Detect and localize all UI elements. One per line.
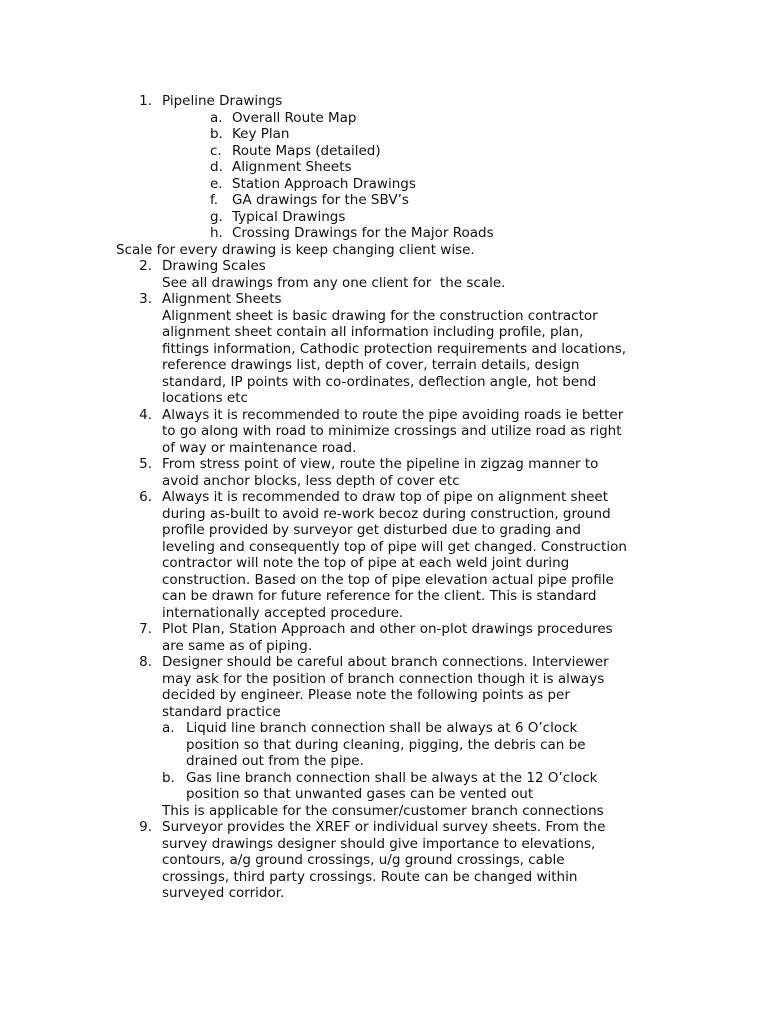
list-number: 9. bbox=[139, 819, 152, 835]
item-5-line: From stress point of view, route the pipeline in zigzag manner to bbox=[162, 456, 599, 472]
list-number: 6. bbox=[139, 489, 152, 505]
item-6-line: can be drawn for future reference for the client. This is standard bbox=[162, 588, 597, 604]
item-7-line: are same as of piping. bbox=[162, 637, 313, 654]
sublist-letter: b. bbox=[210, 126, 223, 142]
item-3-line: Alignment Sheets bbox=[162, 291, 282, 307]
list-number: 2. bbox=[139, 258, 152, 274]
list-number: 8. bbox=[139, 654, 152, 670]
sublist-letter: a. bbox=[162, 720, 175, 736]
item-3-line: standard, IP points with co-ordinates, deflection angle, hot bend bbox=[162, 373, 597, 390]
branch-note-line: Liquid line branch connection shall be always at 6 O’clock bbox=[186, 720, 578, 736]
branch-note-line: position so that unwanted gases can be vented out bbox=[186, 786, 534, 802]
item-8-line: standard practice bbox=[162, 703, 281, 720]
sublist-letter: f. bbox=[210, 192, 219, 208]
branch-note-line: position so that during cleaning, pigging, the debris can be bbox=[186, 736, 586, 753]
item-8-note: This is applicable for the consumer/customer branch connections bbox=[162, 802, 604, 819]
sublist-item: GA drawings for the SBV’s bbox=[232, 192, 409, 208]
list-number: 3. bbox=[139, 291, 152, 307]
sublist-item: Key Plan bbox=[232, 126, 290, 142]
item-6-line: construction. Based on the top of pipe elevation actual pipe profile bbox=[162, 571, 614, 588]
item-3-line: alignment sheet contain all information including profile, plan, bbox=[162, 324, 584, 340]
sublist-letter: h. bbox=[210, 225, 223, 241]
sublist-letter: e. bbox=[210, 175, 223, 192]
item-3-line: locations etc bbox=[162, 390, 248, 406]
branch-note-line: Gas line branch connection shall be always at the 12 O’clock bbox=[186, 769, 598, 786]
sublist-item: Alignment Sheets bbox=[232, 159, 352, 175]
item-6-line: during as-built to avoid re-work becoz during construction, ground bbox=[162, 505, 611, 522]
item-3-line: reference drawings list, depth of cover, terrain details, design bbox=[162, 357, 580, 373]
item-9-line: Surveyor provides the XREF or individual survey sheets. From the bbox=[162, 819, 606, 835]
sublist-item: Station Approach Drawings bbox=[232, 175, 416, 192]
sublist-letter: g. bbox=[210, 208, 223, 225]
list-number: 1. bbox=[139, 93, 152, 109]
sublist-item: Overall Route Map bbox=[232, 109, 357, 126]
sublist-letter: b. bbox=[162, 769, 175, 786]
list-number: 7. bbox=[139, 621, 152, 637]
item-1-heading: Pipeline Drawings bbox=[162, 93, 283, 109]
item-7-line: Plot Plan, Station Approach and other on-plot drawings procedures bbox=[162, 621, 613, 637]
item-9-line: surveyed corridor. bbox=[162, 885, 285, 901]
branch-note-line: drained out from the pipe. bbox=[186, 753, 364, 769]
sublist-letter: c. bbox=[210, 142, 222, 159]
item-8-line: may ask for the position of branch connection though it is always bbox=[162, 670, 605, 687]
item-4-line: to go along with road to minimize crossings and utilize road as right bbox=[162, 423, 622, 439]
sublist-letter: a. bbox=[210, 109, 223, 126]
item-6-line: Always it is recommended to draw top of pipe on alignment sheet bbox=[162, 489, 609, 505]
item-6-line: internationally accepted procedure. bbox=[162, 604, 404, 621]
sublist-letter: d. bbox=[210, 159, 223, 175]
scale-note: Scale for every drawing is keep changing client wise. bbox=[116, 241, 475, 258]
sublist-item: Route Maps (detailed) bbox=[232, 142, 381, 159]
item-4-line: of way or maintenance road. bbox=[162, 439, 357, 456]
item-8-line: Designer should be careful about branch connections. Interviewer bbox=[162, 654, 609, 670]
item-9-line: survey drawings designer should give importance to elevations, bbox=[162, 835, 596, 852]
list-number: 5. bbox=[139, 456, 152, 472]
item-2-line: See all drawings from any one client for the scale. bbox=[162, 274, 506, 291]
item-6-line: profile provided by surveyor get disturbed due to grading and bbox=[162, 522, 581, 538]
item-5-line: avoid anchor blocks, less depth of cover etc bbox=[162, 472, 460, 489]
sublist-item: Typical Drawings bbox=[232, 208, 346, 225]
item-9-line: contours, a/g ground crossings, u/g ground crossings, cable bbox=[162, 852, 565, 868]
item-9-line: crossings, third party crossings. Route can be changed within bbox=[162, 868, 578, 885]
item-3-line: fittings information, Cathodic protection requirements and locations, bbox=[162, 340, 627, 357]
item-6-line: leveling and consequently top of pipe will get changed. Construction bbox=[162, 538, 627, 555]
item-2-line: Drawing Scales bbox=[162, 258, 266, 274]
item-4-line: Always it is recommended to route the pipe avoiding roads ie better bbox=[162, 406, 624, 423]
list-number: 4. bbox=[139, 406, 152, 423]
sublist-item: Crossing Drawings for the Major Roads bbox=[232, 225, 494, 241]
item-8-line: decided by engineer. Please note the following points as per bbox=[162, 687, 570, 703]
item-3-line: Alignment sheet is basic drawing for the construction contractor bbox=[162, 307, 598, 324]
item-6-line: contractor will note the top of pipe at each weld joint during bbox=[162, 555, 570, 571]
